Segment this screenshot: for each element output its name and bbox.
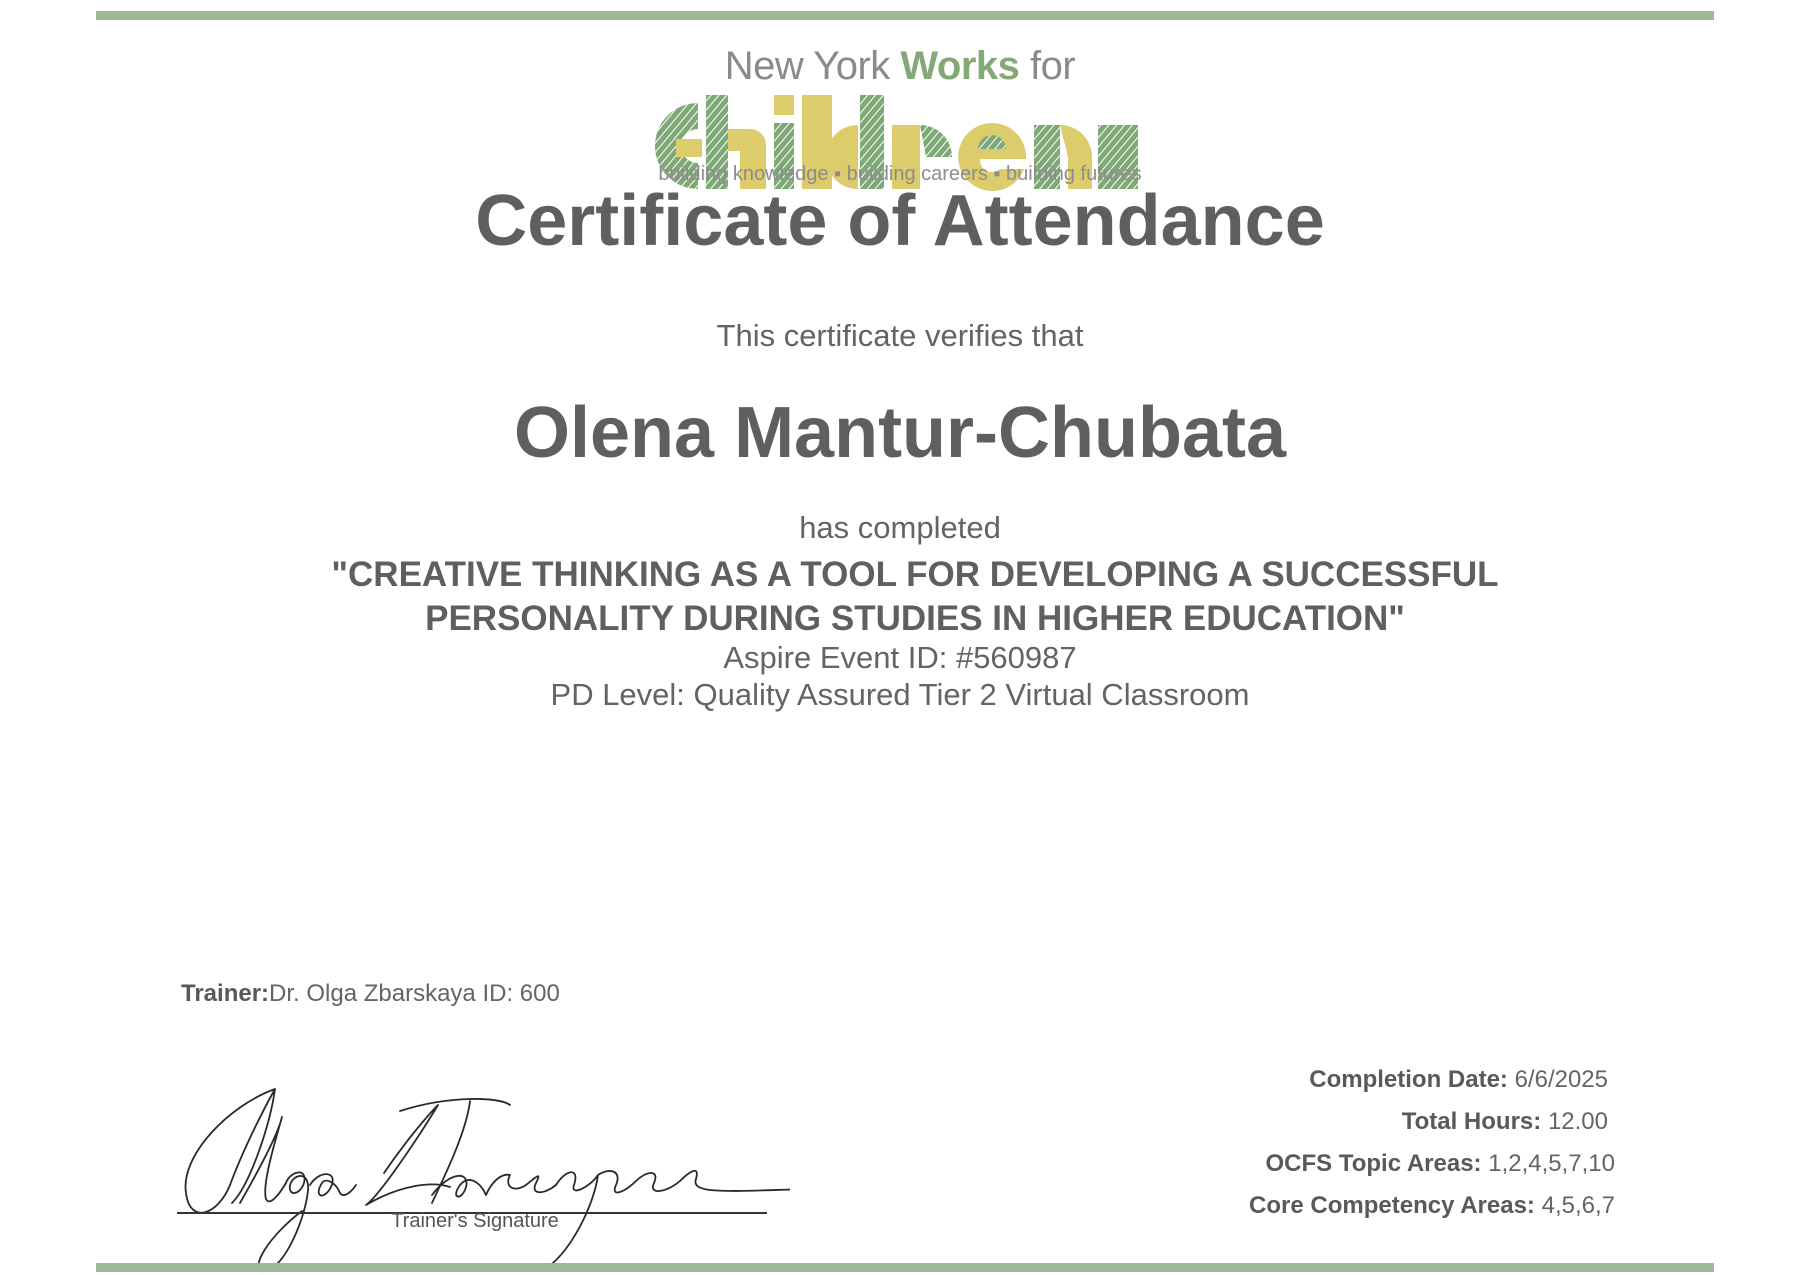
completed-text: has completed (799, 510, 1001, 545)
event-id: Aspire Event ID: #560987 (723, 640, 1077, 675)
course-title (200, 553, 1630, 641)
bottom-border-rule (96, 1263, 1714, 1272)
completion-date: Completion Date: 6/6/2025 (1309, 1066, 1608, 1093)
total-hours: Total Hours: 12.00 (1401, 1108, 1608, 1135)
course-title-line-2: PERSONALITY DURING STUDIES IN HIGHER EDUCATION" (425, 599, 1405, 638)
core-competency-areas: Core Competency Areas: 4,5,6,7 (1249, 1192, 1615, 1219)
recipient-name: Olena Mantur-Chubata (513, 393, 1287, 473)
certificate-title: Certificate of Attendance (475, 181, 1325, 261)
logo-tagline: building knowledge ▪ building careers ▪ building futures (658, 163, 1142, 185)
verifies-text: This certificate verifies that (716, 318, 1084, 353)
pd-level: PD Level: Quality Assured Tier 2 Virtual Classroom (550, 677, 1250, 712)
ocfs-topic-areas: OCFS Topic Areas: 1,2,4,5,7,10 (1265, 1150, 1615, 1177)
course-title-line-1: "CREATIVE THINKING AS A TOOL FOR DEVELOPING A SUCCESSFUL (331, 555, 1499, 594)
trainer-label: Trainer: (181, 980, 270, 1007)
logo-heading: New York Works for (724, 44, 1076, 88)
new-york-works-for-children-logo (620, 44, 1180, 194)
trainer-info (181, 980, 560, 1008)
certificate-stats (1100, 1062, 1615, 1230)
trainer-value: Dr. Olga Zbarskaya ID: 600 (269, 980, 560, 1007)
signature-caption: Trainer's Signature (391, 1210, 559, 1232)
trainer-signature-icon (170, 1075, 790, 1275)
top-border-rule (96, 11, 1714, 20)
